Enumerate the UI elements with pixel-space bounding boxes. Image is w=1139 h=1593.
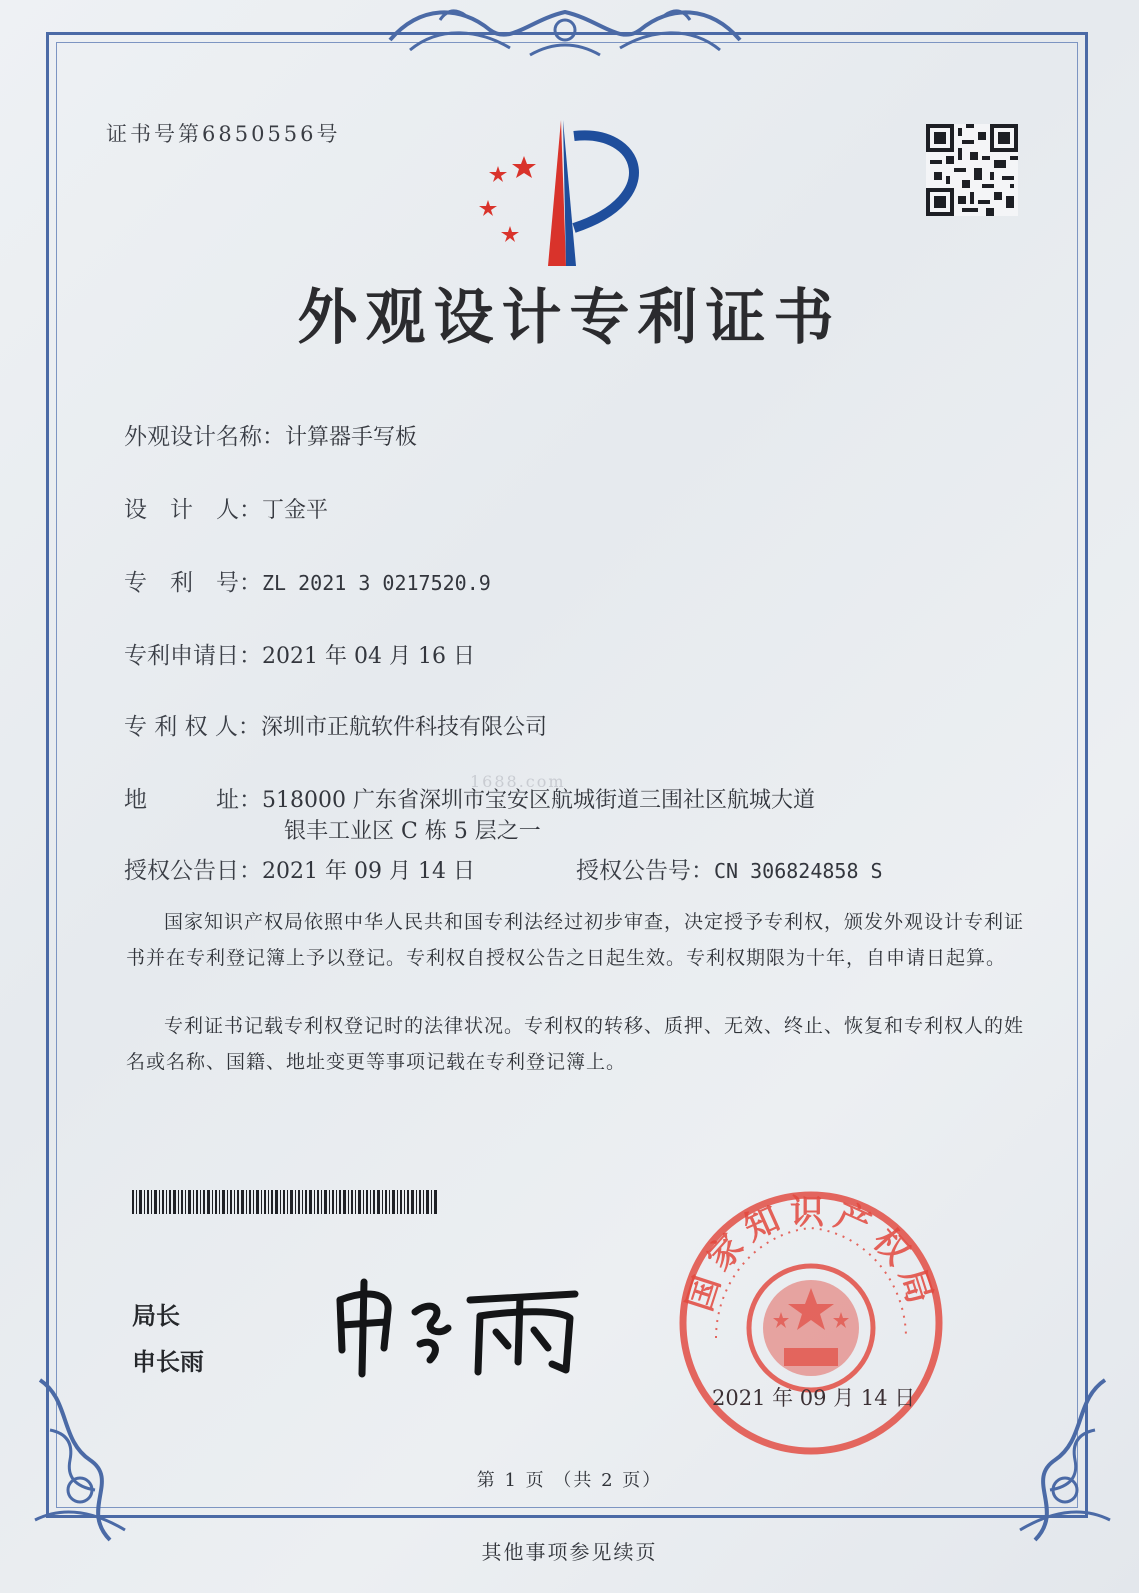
design-name-row [124,418,417,451]
grant-date-label: 授权公告日： [124,858,262,884]
designer-row [124,491,328,524]
designer-label: 设 计 人： [124,497,262,523]
official-seal-icon [676,1188,946,1458]
corner-ornament-icon [20,1370,140,1550]
corner-ornament-icon [1005,1370,1125,1550]
director-title: 局长 [132,1301,180,1330]
page-number: 第 1 页 （共 2 页） [476,1470,663,1491]
director-name: 申长雨 [132,1347,204,1376]
address-line2: 银丰工业区 C 栋 5 层之一 [284,819,541,844]
cnipa-logo-icon [466,118,656,268]
patent-number-label: 专 利 号： [124,570,262,596]
patent-number-value: ZL 2021 3 0217520.9 [262,571,491,595]
certificate-title: 外观设计专利证书 [297,283,842,353]
grant-number-label: 授权公告号： [576,858,714,884]
legal-paragraph-1: 国家知识产权局依照中华人民共和国专利法经过初步审查，决定授予专利权，颁发外观设计专利证书并在专利登记簿上予以登记。专利权自授权公告之日起生效。专利权期限为十年，自申请日起算。 [126,911,1025,969]
grant-number-row [576,852,883,885]
continued-note: 其他事项参见续页 [481,1540,658,1564]
address-label: 地 址： [124,787,262,813]
filing-date-label: 专利申请日： [124,643,262,669]
designer-value: 丁金平 [262,498,329,523]
barcode-icon [132,1190,437,1214]
grant-number-value: CN 306824858 S [714,859,883,883]
patentee-value: 深圳市正航软件科技有限公司 [260,715,547,740]
qr-code-icon [926,124,1018,216]
design-name-value: 计算器手写板 [285,425,418,450]
filing-date-row [124,637,475,670]
patentee-label: 专 利 权 人： [124,714,261,740]
certificate-number: 证书号第6850556号 [106,122,341,146]
address-row [124,781,815,814]
legal-paragraph-2: 专利证书记载专利权登记时的法律状况。专利权的转移、质押、无效、终止、恢复和专利权人的姓名或名称、国籍、地址变更等事项记载在专利登记簿上。 [126,1015,1025,1073]
design-name-label: 外观设计名称： [124,424,285,450]
grant-date-row [124,852,475,885]
watermark-text: 1688.com [470,772,566,791]
address-line1: 518000 广东省深圳市宝安区航城街道三围社区航城大道 [262,788,815,813]
patent-number-row [124,564,491,597]
grant-date-value: 2021 年 09 月 14 日 [262,859,475,884]
filing-date-value: 2021 年 04 月 16 日 [262,644,475,669]
seal-text: 国家知识产权局 [679,1192,943,1316]
seal-date: 2021 年 09 月 14 日 [712,1386,916,1410]
handwritten-signature-icon [320,1270,600,1380]
patentee-row [124,708,547,741]
top-ornament-icon [380,0,750,70]
